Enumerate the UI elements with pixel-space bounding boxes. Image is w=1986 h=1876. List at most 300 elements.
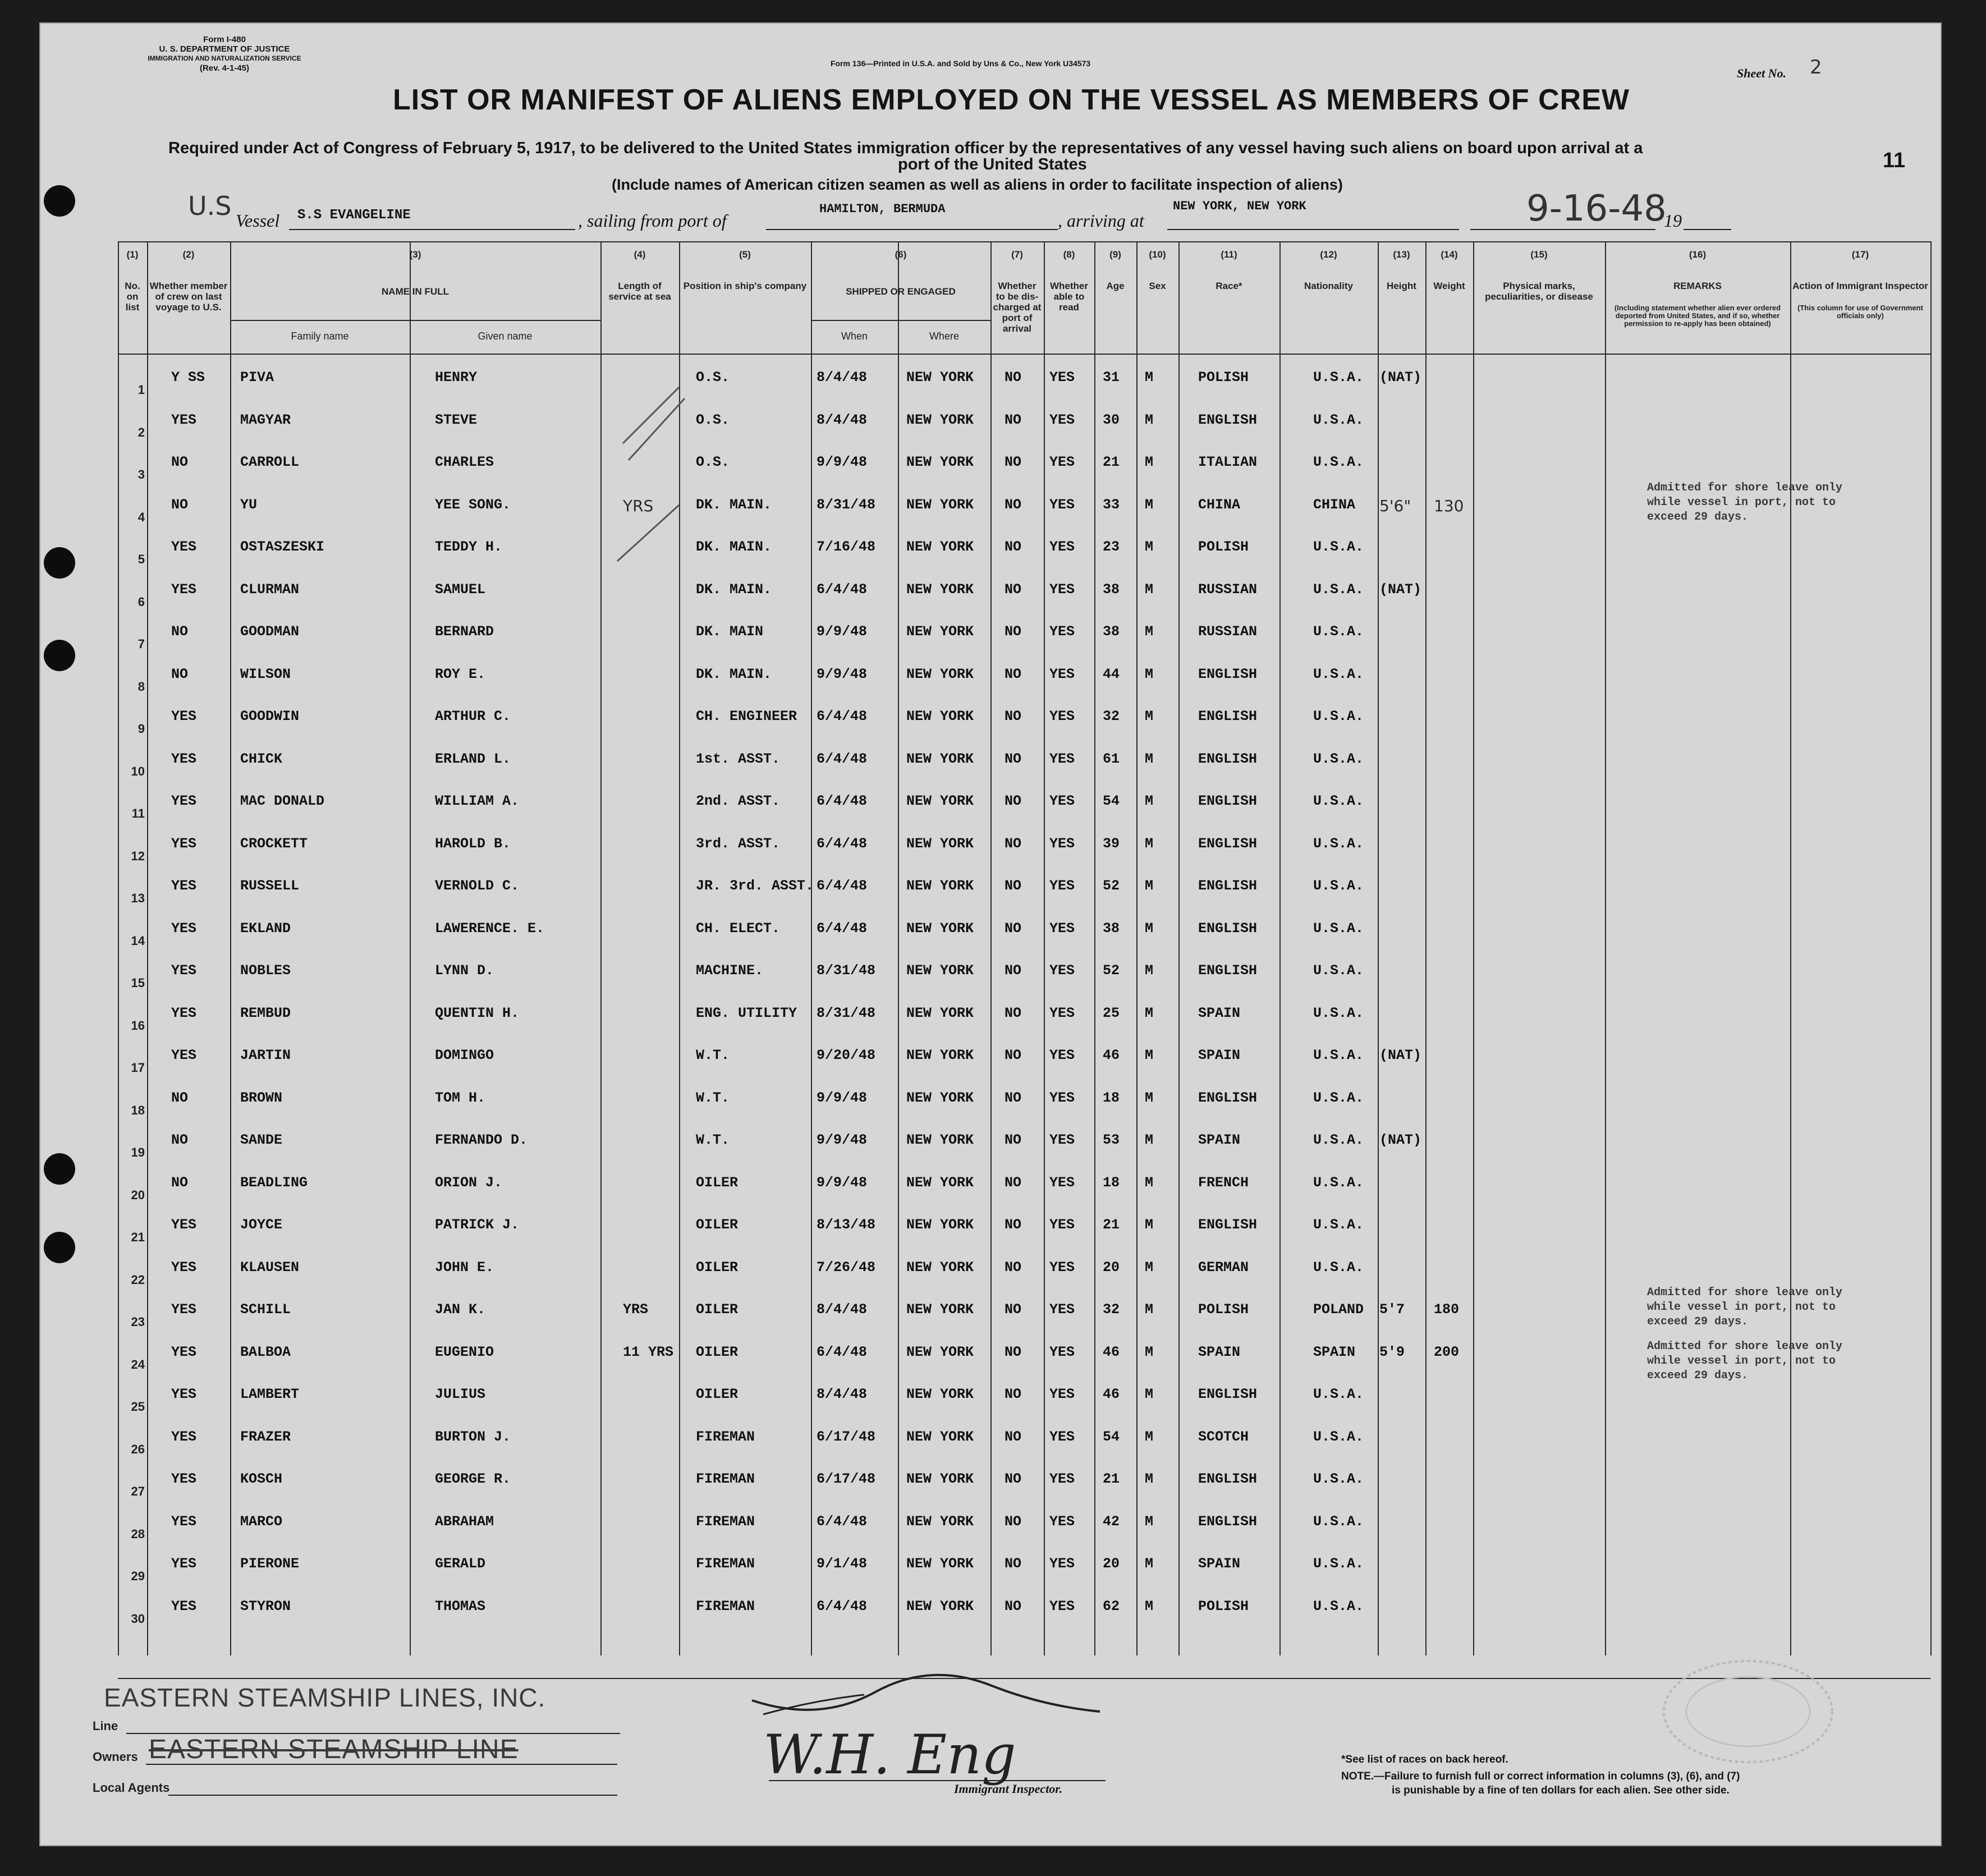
owner-stamp: EASTERN STEAMSHIP LINE [149,1735,519,1764]
column-header: Weight [1433,281,1465,291]
table-row [118,1080,1930,1122]
cell-given: VERNOLD C. [435,878,520,894]
cell-sex: M [1145,623,1154,640]
cell-family: BEADLING [240,1174,308,1191]
cell-race: ENGLISH [1198,411,1258,428]
cell-age: 18 [1103,1089,1120,1106]
table-row [118,444,1930,486]
remark-line: while vessel in port, not to [1647,1301,1836,1314]
cell-height: 5'7 [1379,1301,1405,1318]
cell-disch: NO [1005,411,1022,428]
column-header: Whether able to read [1050,281,1088,313]
cell-read: YES [1049,1004,1075,1021]
cell-nat: U.S.A. [1313,1259,1364,1276]
cell-position: DK. MAIN. [696,581,772,598]
cell-given: LYNN D. [435,962,494,979]
seal-stamp [1655,1655,1841,1768]
row-number: 21 [131,1230,145,1244]
cell-read: YES [1049,1471,1075,1487]
cell-race: SPAIN [1198,1047,1241,1063]
row-number: 26 [131,1442,145,1456]
cell-last: YES [171,1047,197,1063]
cell-age: 30 [1103,411,1120,428]
name-subheader-line [230,320,600,321]
column-number: (2) [182,249,195,260]
cell-age: 25 [1103,1004,1120,1021]
cell-last: YES [171,1217,197,1233]
cell-disch: NO [1005,539,1022,555]
cell-read: YES [1049,666,1075,682]
cell-where: NEW YORK [906,1598,974,1614]
cell-where: NEW YORK [906,1217,974,1233]
date-underline [1470,229,1655,230]
cell-disch: NO [1005,1386,1022,1402]
cell-where: NEW YORK [906,1259,974,1276]
row-number: 11 [131,806,145,820]
cell-age: 42 [1103,1513,1120,1530]
cell-when: 6/4/48 [817,878,868,894]
row-number: 16 [131,1018,145,1033]
cell-disch: NO [1005,962,1022,979]
line-label: Line [93,1719,118,1733]
cell-where: NEW YORK [906,411,974,428]
binder-hole [44,640,75,671]
cell-when: 6/4/48 [817,750,868,767]
cell-where: NEW YORK [906,920,974,937]
cell-nat: U.S.A. [1313,1513,1364,1530]
cell-where: NEW YORK [906,708,974,724]
cell-disch: NO [1005,1343,1022,1360]
column-number: (13) [1393,249,1410,260]
cell-disch: NO [1005,1301,1022,1318]
cell-position: OILER [696,1217,739,1233]
cell-race: ITALIAN [1198,454,1258,470]
cell-sex: M [1145,666,1154,682]
cell-age: 32 [1103,1301,1120,1318]
cell-family: CARROLL [240,454,300,470]
cell-read: YES [1049,1259,1075,1276]
cell-disch: NO [1005,750,1022,767]
cell-last: YES [171,878,197,894]
cell-position: FIREMAN [696,1556,755,1572]
cell-given: WILLIAM A. [435,793,520,809]
cell-sex: M [1145,369,1154,386]
remark-line: Admitted for shore leave only [1647,481,1843,494]
cell-height: (NAT) [1379,581,1422,598]
cell-read: YES [1049,750,1075,767]
cell-position: FIREMAN [696,1471,755,1487]
cell-last: YES [171,1343,197,1360]
column-header-note: (This column for use of Government officials only) [1797,304,1923,320]
cell-given: THOMAS [435,1598,486,1614]
cell-weight: 200 [1434,1343,1460,1360]
cell-disch: NO [1005,1174,1022,1191]
inspector-signature [730,1661,1122,1796]
cell-position: OILER [696,1301,739,1318]
cell-race: ENGLISH [1198,1471,1258,1487]
cell-given: TOM H. [435,1089,486,1106]
cell-last: NO [171,454,189,470]
cell-race: ENGLISH [1198,1089,1258,1106]
penalty-note-line2: is punishable by a fine of ten dollars for each alien. See other side. [1392,1785,1730,1796]
cell-sex: M [1145,1598,1154,1614]
table-row [118,825,1930,868]
cell-when: 9/9/48 [817,1089,868,1106]
cell-where: NEW YORK [906,1343,974,1360]
cell-last: YES [171,1004,197,1021]
cell-sex: M [1145,1004,1154,1021]
cell-disch: NO [1005,1089,1022,1106]
cell-last: YES [171,411,197,428]
cell-given: ROY E. [435,666,486,682]
table-row [118,868,1930,910]
column-number: (12) [1320,249,1337,260]
cell-when: 9/9/48 [817,1132,868,1148]
cell-disch: NO [1005,708,1022,724]
cell-given: ARTHUR C. [435,708,511,724]
penalty-note-line1: NOTE.—Failure to furnish full or correct information in columns (3), (6), and (7) [1341,1770,1740,1782]
row-number: 20 [131,1187,145,1202]
column-subheader: Where [929,331,959,342]
cell-given: JAN K. [435,1301,486,1318]
row-number: 3 [137,467,145,481]
cell-read: YES [1049,920,1075,937]
cell-race: CHINA [1198,496,1241,513]
cell-age: 52 [1103,878,1120,894]
cell-nat: U.S.A. [1313,623,1364,640]
cell-sex: M [1145,793,1154,809]
cell-when: 9/9/48 [817,454,868,470]
cell-nat: U.S.A. [1313,920,1364,937]
cell-family: MARCO [240,1513,283,1530]
cell-position: CH. ELECT. [696,920,781,937]
table-row [118,952,1930,994]
cell-nat: U.S.A. [1313,878,1364,894]
row-number: 22 [131,1272,145,1287]
cell-where: NEW YORK [906,793,974,809]
cell-nat: U.S.A. [1313,666,1364,682]
cell-where: NEW YORK [906,1301,974,1318]
cell-read: YES [1049,1047,1075,1063]
row-number: 8 [137,679,145,694]
cell-race: SPAIN [1198,1343,1241,1360]
cell-sex: M [1145,1471,1154,1487]
column-number: (8) [1063,249,1075,260]
column-header: No. on list [125,281,140,313]
column-subheader: Family name [291,331,349,342]
cell-where: NEW YORK [906,539,974,555]
agents-underline [168,1795,617,1796]
cell-nat: U.S.A. [1313,454,1364,470]
cell-race: POLISH [1198,1598,1249,1614]
cell-family: CHICK [240,750,283,767]
cell-sex: M [1145,1428,1154,1445]
row-number: 29 [131,1569,145,1583]
remark-line: while vessel in port, not to [1647,496,1836,509]
cell-read: YES [1049,581,1075,598]
cell-age: 46 [1103,1047,1120,1063]
binder-hole [44,547,75,579]
cell-race: ENGLISH [1198,920,1258,937]
vessel-label: Vessel [236,210,280,231]
cell-family: BROWN [240,1089,283,1106]
cell-sex: M [1145,581,1154,598]
cell-read: YES [1049,793,1075,809]
remark-line: exceed 29 days. [1647,1315,1749,1328]
column-number: (3) [409,249,421,260]
cell-family: KOSCH [240,1471,283,1487]
cell-nat: U.S.A. [1313,1217,1364,1233]
row-number: 14 [131,933,145,948]
row-number: 12 [131,848,145,863]
cell-last: Y SS [171,369,205,386]
cell-family: MAC DONALD [240,793,325,809]
cell-sex: M [1145,1343,1154,1360]
cell-position: OILER [696,1386,739,1402]
cell-where: NEW YORK [906,1556,974,1572]
cell-height: 5'6" [1379,496,1411,515]
row-number: 25 [131,1400,145,1414]
cell-read: YES [1049,1386,1075,1402]
cell-service: YRS [623,1301,649,1318]
arrival-date: 9-16-48 [1526,188,1667,230]
cell-nat: U.S.A. [1313,369,1364,386]
column-header: Race* [1216,281,1242,291]
cell-family: KLAUSEN [240,1259,300,1276]
form-identification [129,35,320,73]
cell-last: YES [171,1513,197,1530]
column-header: Height [1387,281,1416,291]
cell-disch: NO [1005,454,1022,470]
cell-when: 6/4/48 [817,920,868,937]
races-note: *See list of races on back hereof. [1341,1754,1508,1765]
cell-nat: U.S.A. [1313,835,1364,852]
cell-position: O.S. [696,454,730,470]
cell-position: W.T. [696,1047,730,1063]
cell-read: YES [1049,1301,1075,1318]
cell-age: 61 [1103,750,1120,767]
cell-age: 46 [1103,1343,1120,1360]
cell-sex: M [1145,1217,1154,1233]
remark-line: Admitted for shore leave only [1647,1286,1843,1299]
cell-nat: U.S.A. [1313,962,1364,979]
cell-read: YES [1049,1343,1075,1360]
table-row [118,1122,1930,1164]
cell-where: NEW YORK [906,835,974,852]
row-number: 5 [137,552,145,566]
cell-when: 6/4/48 [817,835,868,852]
cell-when: 8/31/48 [817,1004,876,1021]
subtitle-port: port of the United States [898,155,1087,173]
cell-given: LAWERENCE. E. [435,920,545,937]
cell-given: EUGENIO [435,1343,494,1360]
sheet-number: 2 [1810,56,1822,79]
table-row [118,1164,1930,1207]
column-number: (7) [1011,249,1023,260]
cell-race: ENGLISH [1198,878,1258,894]
row-number: 24 [131,1357,145,1372]
cell-where: NEW YORK [906,623,974,640]
cell-disch: NO [1005,1556,1022,1572]
cell-disch: NO [1005,581,1022,598]
cell-race: POLISH [1198,539,1249,555]
cell-where: NEW YORK [906,496,974,513]
cell-disch: NO [1005,623,1022,640]
cell-disch: NO [1005,1513,1022,1530]
cell-position: FIREMAN [696,1513,755,1530]
cell-where: NEW YORK [906,666,974,682]
form-number: Form I-480 [203,35,246,44]
prefix-mark: U.S [188,191,232,221]
cell-race: RUSSIAN [1198,581,1258,598]
cell-when: 8/31/48 [817,962,876,979]
row-number: 4 [137,510,145,524]
row-number: 17 [131,1061,145,1075]
cell-sex: M [1145,1301,1154,1318]
cell-disch: NO [1005,1217,1022,1233]
pencil-strokes [612,376,701,600]
cell-when: 8/4/48 [817,1386,868,1402]
cell-nat: U.S.A. [1313,581,1364,598]
cell-position: W.T. [696,1089,730,1106]
sailing-label: , sailing from port of [578,210,727,231]
remark-line: while vessel in port, not to [1647,1354,1836,1368]
cell-family: JOYCE [240,1217,283,1233]
agents-label: Local Agents [93,1781,170,1795]
cell-sex: M [1145,878,1154,894]
company-stamp-line: EASTERN STEAMSHIP LINES, INC. [104,1683,546,1712]
row-number: 19 [131,1145,145,1159]
cell-disch: NO [1005,793,1022,809]
cell-last: YES [171,708,197,724]
cell-family: OSTASZESKI [240,539,325,555]
cell-sex: M [1145,708,1154,724]
column-header: Whether member of crew on last voyage to U.S. [149,281,228,313]
cell-read: YES [1049,708,1075,724]
department: U. S. DEPARTMENT OF JUSTICE [159,44,290,54]
page-title: LIST OR MANIFEST OF ALIENS EMPLOYED ON THE VESSEL AS MEMBERS OF CREW [393,84,1630,116]
cell-when: 8/13/48 [817,1217,876,1233]
cell-when: 7/26/48 [817,1259,876,1276]
cell-family: PIERONE [240,1556,300,1572]
cell-family: GOODMAN [240,623,300,640]
cell-where: NEW YORK [906,1004,974,1021]
cell-age: 46 [1103,1386,1120,1402]
cell-nat: U.S.A. [1313,1556,1364,1572]
cell-when: 6/4/48 [817,793,868,809]
column-header: Whether to be dis-charged at port of arrival [993,281,1042,334]
column-header: NAME IN FULL [382,286,449,297]
cell-when: 6/17/48 [817,1428,876,1445]
cell-last: YES [171,920,197,937]
cell-age: 62 [1103,1598,1120,1614]
cell-race: ENGLISH [1198,835,1258,852]
cell-given: JULIUS [435,1386,486,1402]
cell-family: MAGYAR [240,411,291,428]
cell-race: ENGLISH [1198,750,1258,767]
subtitle-instruction: (Include names of American citizen seamen as well as aliens in order to facilitate inspection of aliens) [612,176,1343,193]
column-number: (10) [1149,249,1166,260]
cell-sex: M [1145,539,1154,555]
cell-given: YEE SONG. [435,496,511,513]
cell-family: YU [240,496,258,513]
row-number: 9 [137,722,145,736]
cell-position: OILER [696,1259,739,1276]
cell-read: YES [1049,411,1075,428]
cell-sex: M [1145,1386,1154,1402]
cell-race: SPAIN [1198,1004,1241,1021]
row-number: 1 [137,383,145,397]
column-header: Action of Immigrant Inspector [1792,281,1928,291]
cell-position: FIREMAN [696,1428,755,1445]
cell-where: NEW YORK [906,1089,974,1106]
cell-disch: NO [1005,1471,1022,1487]
cell-given: TEDDY H. [435,539,503,555]
column-header: Length of service at sea [608,281,671,302]
inspector-label: Immigrant Inspector. [954,1782,1063,1796]
cell-where: NEW YORK [906,1047,974,1063]
cell-family: RUSSELL [240,878,300,894]
row-number: 6 [137,594,145,609]
cell-when: 6/4/48 [817,1598,868,1614]
cell-position: OILER [696,1174,739,1191]
cell-race: POLISH [1198,369,1249,386]
year-label: 19 [1664,210,1682,231]
cell-where: NEW YORK [906,369,974,386]
cell-race: ENGLISH [1198,1217,1258,1233]
cell-read: YES [1049,1217,1075,1233]
remark-line: exceed 29 days. [1647,1369,1749,1382]
column-header: SHIPPED OR ENGAGED [846,286,956,297]
cell-given: GERALD [435,1556,486,1572]
cell-given: PATRICK J. [435,1217,520,1233]
cell-race: SPAIN [1198,1132,1241,1148]
cell-where: NEW YORK [906,454,974,470]
cell-last: NO [171,1132,189,1148]
table-row [118,1588,1930,1630]
cell-read: YES [1049,1598,1075,1614]
cell-read: YES [1049,1132,1075,1148]
cell-read: YES [1049,835,1075,852]
row-number: 15 [131,976,145,990]
cell-sex: M [1145,1174,1154,1191]
cell-given: QUENTIN H. [435,1004,520,1021]
cell-last: NO [171,666,189,682]
cell-age: 44 [1103,666,1120,682]
cell-nat: U.S.A. [1313,1004,1364,1021]
cell-read: YES [1049,1174,1075,1191]
cell-race: ENGLISH [1198,708,1258,724]
cell-read: YES [1049,1513,1075,1530]
cell-when: 9/1/48 [817,1556,868,1572]
cell-nat: U.S.A. [1313,1132,1364,1148]
column-line [1930,241,1932,1655]
header-bottom-border [118,354,1930,355]
cell-position: DK. MAIN [696,623,764,640]
cell-family: EKLAND [240,920,291,937]
cell-nat: POLAND [1313,1301,1364,1318]
cell-nat: U.S.A. [1313,539,1364,555]
remark-line: exceed 29 days. [1647,510,1749,524]
cell-age: 32 [1103,708,1120,724]
table-top-border [118,241,1930,242]
cell-sex: M [1145,1132,1154,1148]
column-header: REMARKS [1673,281,1722,291]
cell-sex: M [1145,454,1154,470]
table-row [118,1037,1930,1079]
shipped-subheader-line [811,320,990,321]
cell-age: 18 [1103,1174,1120,1191]
